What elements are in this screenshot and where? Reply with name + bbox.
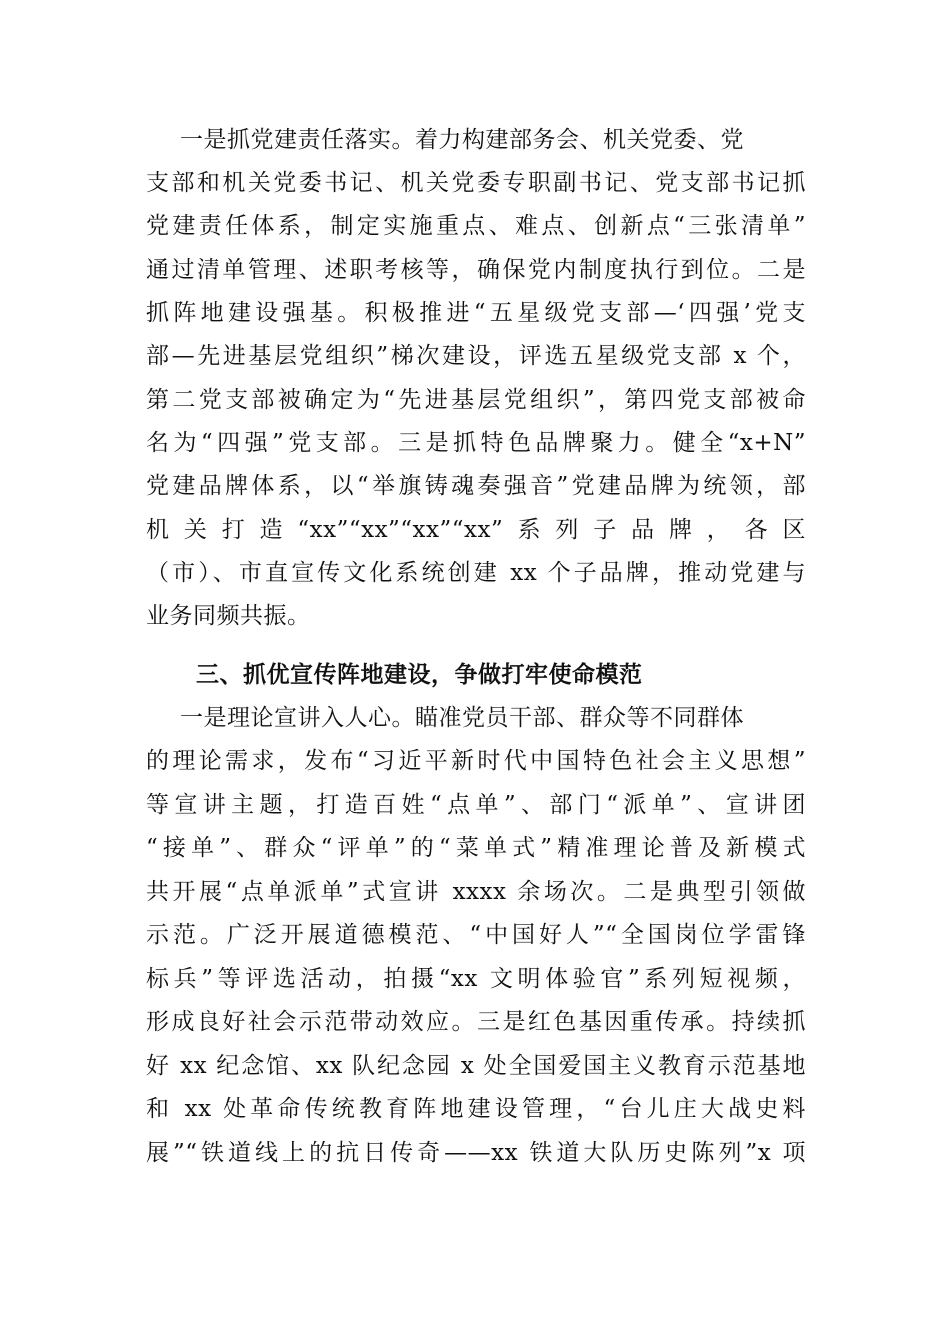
paragraph-line: 支部和机关党委书记、机关党委专职副书记、党支部书记抓 — [146, 170, 806, 196]
paragraph-line: 形成良好社会示范带动效应。三是红色基因重传承。持续抓 — [146, 1009, 806, 1035]
paragraph-line: 机关打造“xx”“xx”“xx”“xx”系列子品牌，各区 — [146, 517, 806, 543]
paragraph-line: 业务同频共振。 — [146, 603, 311, 629]
paragraph-line: 名为“四强”党支部。三是抓特色品牌聚力。健全“x+N” — [146, 430, 806, 456]
paragraph-line: 第二党支部被确定为“先进基层党组织”，第四党支部被命 — [146, 387, 806, 413]
paragraph-line: 等宣讲主题，打造百姓“点单”、部门“派单”、宣讲团 — [146, 792, 806, 818]
paragraph-line: 共开展“点单派单”式宣讲 xxxx 余场次。二是典型引领做 — [146, 879, 806, 905]
paragraph-line: 的理论需求，发布“习近平新时代中国特色社会主义思想” — [146, 748, 806, 774]
paragraph-line: 一是理论宣讲入人心。瞄准党员干部、群众等不同群体 — [180, 705, 744, 731]
paragraph-line: 展”“铁道线上的抗日传奇——xx 铁道大队历史陈列”x 项 — [146, 1140, 806, 1166]
paragraph-line: 通过清单管理、述职考核等，确保党内制度执行到位。二是 — [146, 257, 806, 283]
paragraph-line: 党建品牌体系，以“举旗铸魂奏强音”党建品牌为统领，部 — [146, 473, 806, 499]
paragraph-line: 好 xx 纪念馆、xx 队纪念园 x 处全国爱国主义教育示范基地 — [146, 1053, 806, 1079]
section3-heading: 三、抓优宣传阵地建设，争做打牢使命模范 — [196, 662, 643, 688]
paragraph-line: 和 xx 处革命传统教育阵地建设管理，“台儿庄大战史料 — [146, 1096, 806, 1122]
paragraph-line: 党建责任体系，制定实施重点、难点、创新点“三张清单” — [146, 213, 806, 239]
paragraph-line: 示范。广泛开展道德模范、“中国好人”“全国岗位学雷锋 — [146, 922, 806, 948]
paragraph-line: 标兵”等评选活动，拍摄“xx 文明体验官”系列短视频， — [146, 966, 806, 992]
paragraph-line: 抓阵地建设强基。积极推进“五星级党支部—‘四强’党支 — [146, 300, 806, 326]
paragraph-line: （市）、市直宣传文化系统创建 xx 个子品牌，推动党建与 — [146, 560, 806, 586]
paragraph-line: “接单”、群众“评单”的“菜单式”精准理论普及新模式 — [146, 835, 806, 861]
paragraph-line: 部—先进基层党组织”梯次建设，评选五星级党支部 x 个， — [146, 343, 806, 369]
paragraph-line: 一是抓党建责任落实。着力构建部务会、机关党委、党 — [180, 127, 744, 153]
